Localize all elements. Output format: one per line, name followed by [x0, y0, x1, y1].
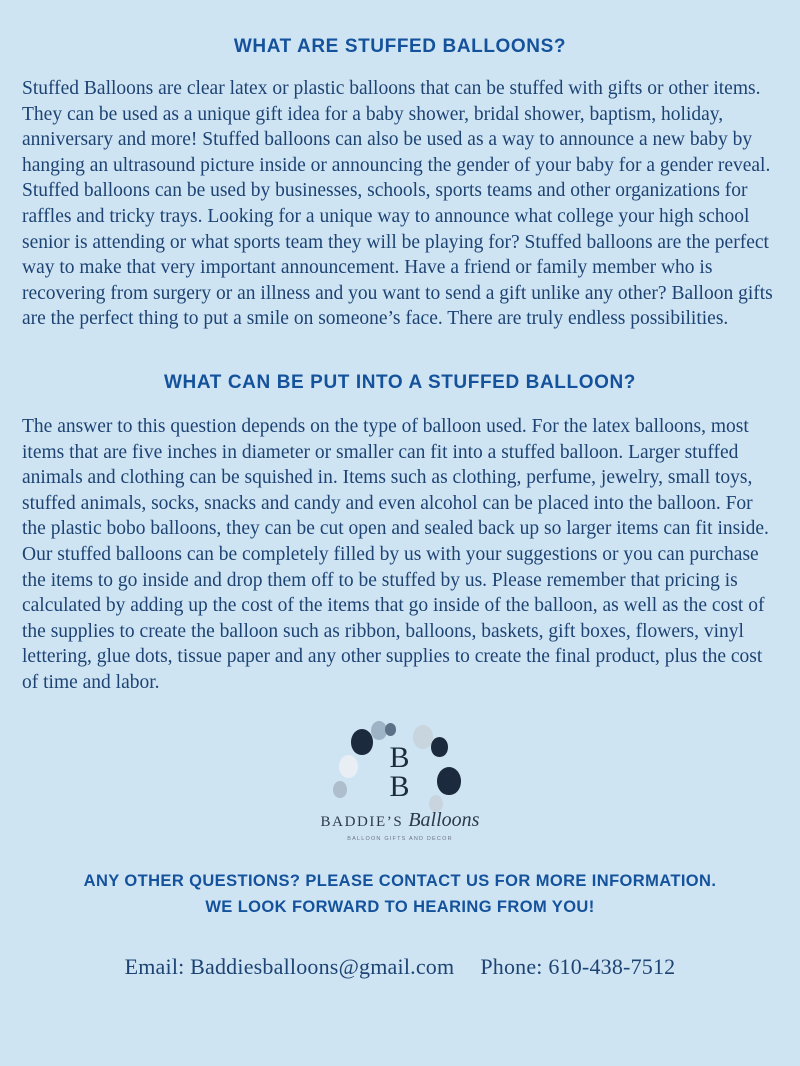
brand-logo	[22, 721, 778, 846]
balloon-icon	[339, 755, 358, 778]
balloon-icon	[333, 781, 347, 798]
section-heading: WHAT CAN BE PUT INTO A STUFFED BALLOON?	[164, 371, 636, 393]
logo-wordmark	[313, 809, 488, 832]
contact-phone[interactable]: Phone: 610-438-7512	[480, 954, 676, 980]
contact-call-to-action	[22, 868, 778, 920]
logo-monogram-top: B	[389, 741, 411, 775]
cta-line-2: WE LOOK FORWARD TO HEARING FROM YOU!	[205, 898, 595, 917]
balloon-icon	[437, 767, 461, 795]
logo-name-script: Balloons	[408, 809, 480, 832]
logo-name-primary: BADDIE’S	[320, 814, 404, 831]
logo-graphic	[313, 721, 488, 846]
balloon-icon	[385, 723, 396, 736]
balloon-icon	[371, 721, 387, 740]
balloon-icon	[351, 729, 373, 755]
balloon-icon	[413, 725, 433, 749]
section-what-can-be-put-into-a-stuffed-balloon	[22, 372, 778, 696]
section-body-text: The answer to this question depends on the type of balloon used. For the latex balloons, most items that are five inches in diameter or smaller can fit into a stuffed balloon. Larger stuffed animals and clothing can be squished in. Items such as clothing, perfume, jewelry, small toys, stuffed animals, socks, snacks and candy and even alcohol can be placed into the balloon. For the plastic bobo balloons, they can be cut open and sealed back up so larger items can fit inside. Our stuffed balloons can be completely filled by us with your suggestions or you can purchase the items to go inside and drop them off to be stuffed by us. Please remember that pricing is calculated by adding up the cost of the items that go inside of the balloon, as well as the cost of the supplies to create the balloon such as ribbon, balloons, baskets, gift boxes, flowers, vinyl lettering, glue dots, tissue paper and any other supplies to create the final product, plus the cost of time and labor.	[22, 415, 769, 693]
cta-line-1: ANY OTHER QUESTIONS? PLEASE CONTACT US FOR MORE INFORMATION.	[83, 872, 717, 891]
logo-monogram-bottom: B	[389, 770, 411, 804]
contact-details	[22, 954, 778, 980]
balloon-icon	[431, 737, 448, 757]
page-title: WHAT ARE STUFFED BALLOONS?	[233, 36, 567, 57]
logo-tagline: BALLOON GIFTS AND DECOR	[347, 836, 453, 843]
logo-monogram	[389, 741, 411, 804]
contact-email[interactable]: Email: Baddiesballoons@gmail.com	[124, 954, 455, 980]
section-what-are-stuffed-balloons	[22, 36, 778, 332]
section-body-text: Stuffed Balloons are clear latex or plastic balloons that can be stuffed with gifts or other items. They can be used as a unique gift idea for a baby shower, bridal shower, baptism, holiday, anniversary and more! Stuffed balloons can also be used as a way to announce a new baby by hanging an ultrasound picture inside or announcing the gender of your baby for a gender reveal. Stuffed balloons can be used by businesses, schools, sports teams and other organizations for raffles and tricky trays. Looking for a unique way to announce what college your high school senior is attending or what sports team they will be playing for? Stuffed balloons are the perfect way to make that very important announcement. Have a friend or family member who is recovering from surgery or an illness and you want to send a gift unlike any other? Balloon gifts are the perfect thing to put a smile on someone’s face. There are truly endless possibilities.	[22, 78, 773, 330]
